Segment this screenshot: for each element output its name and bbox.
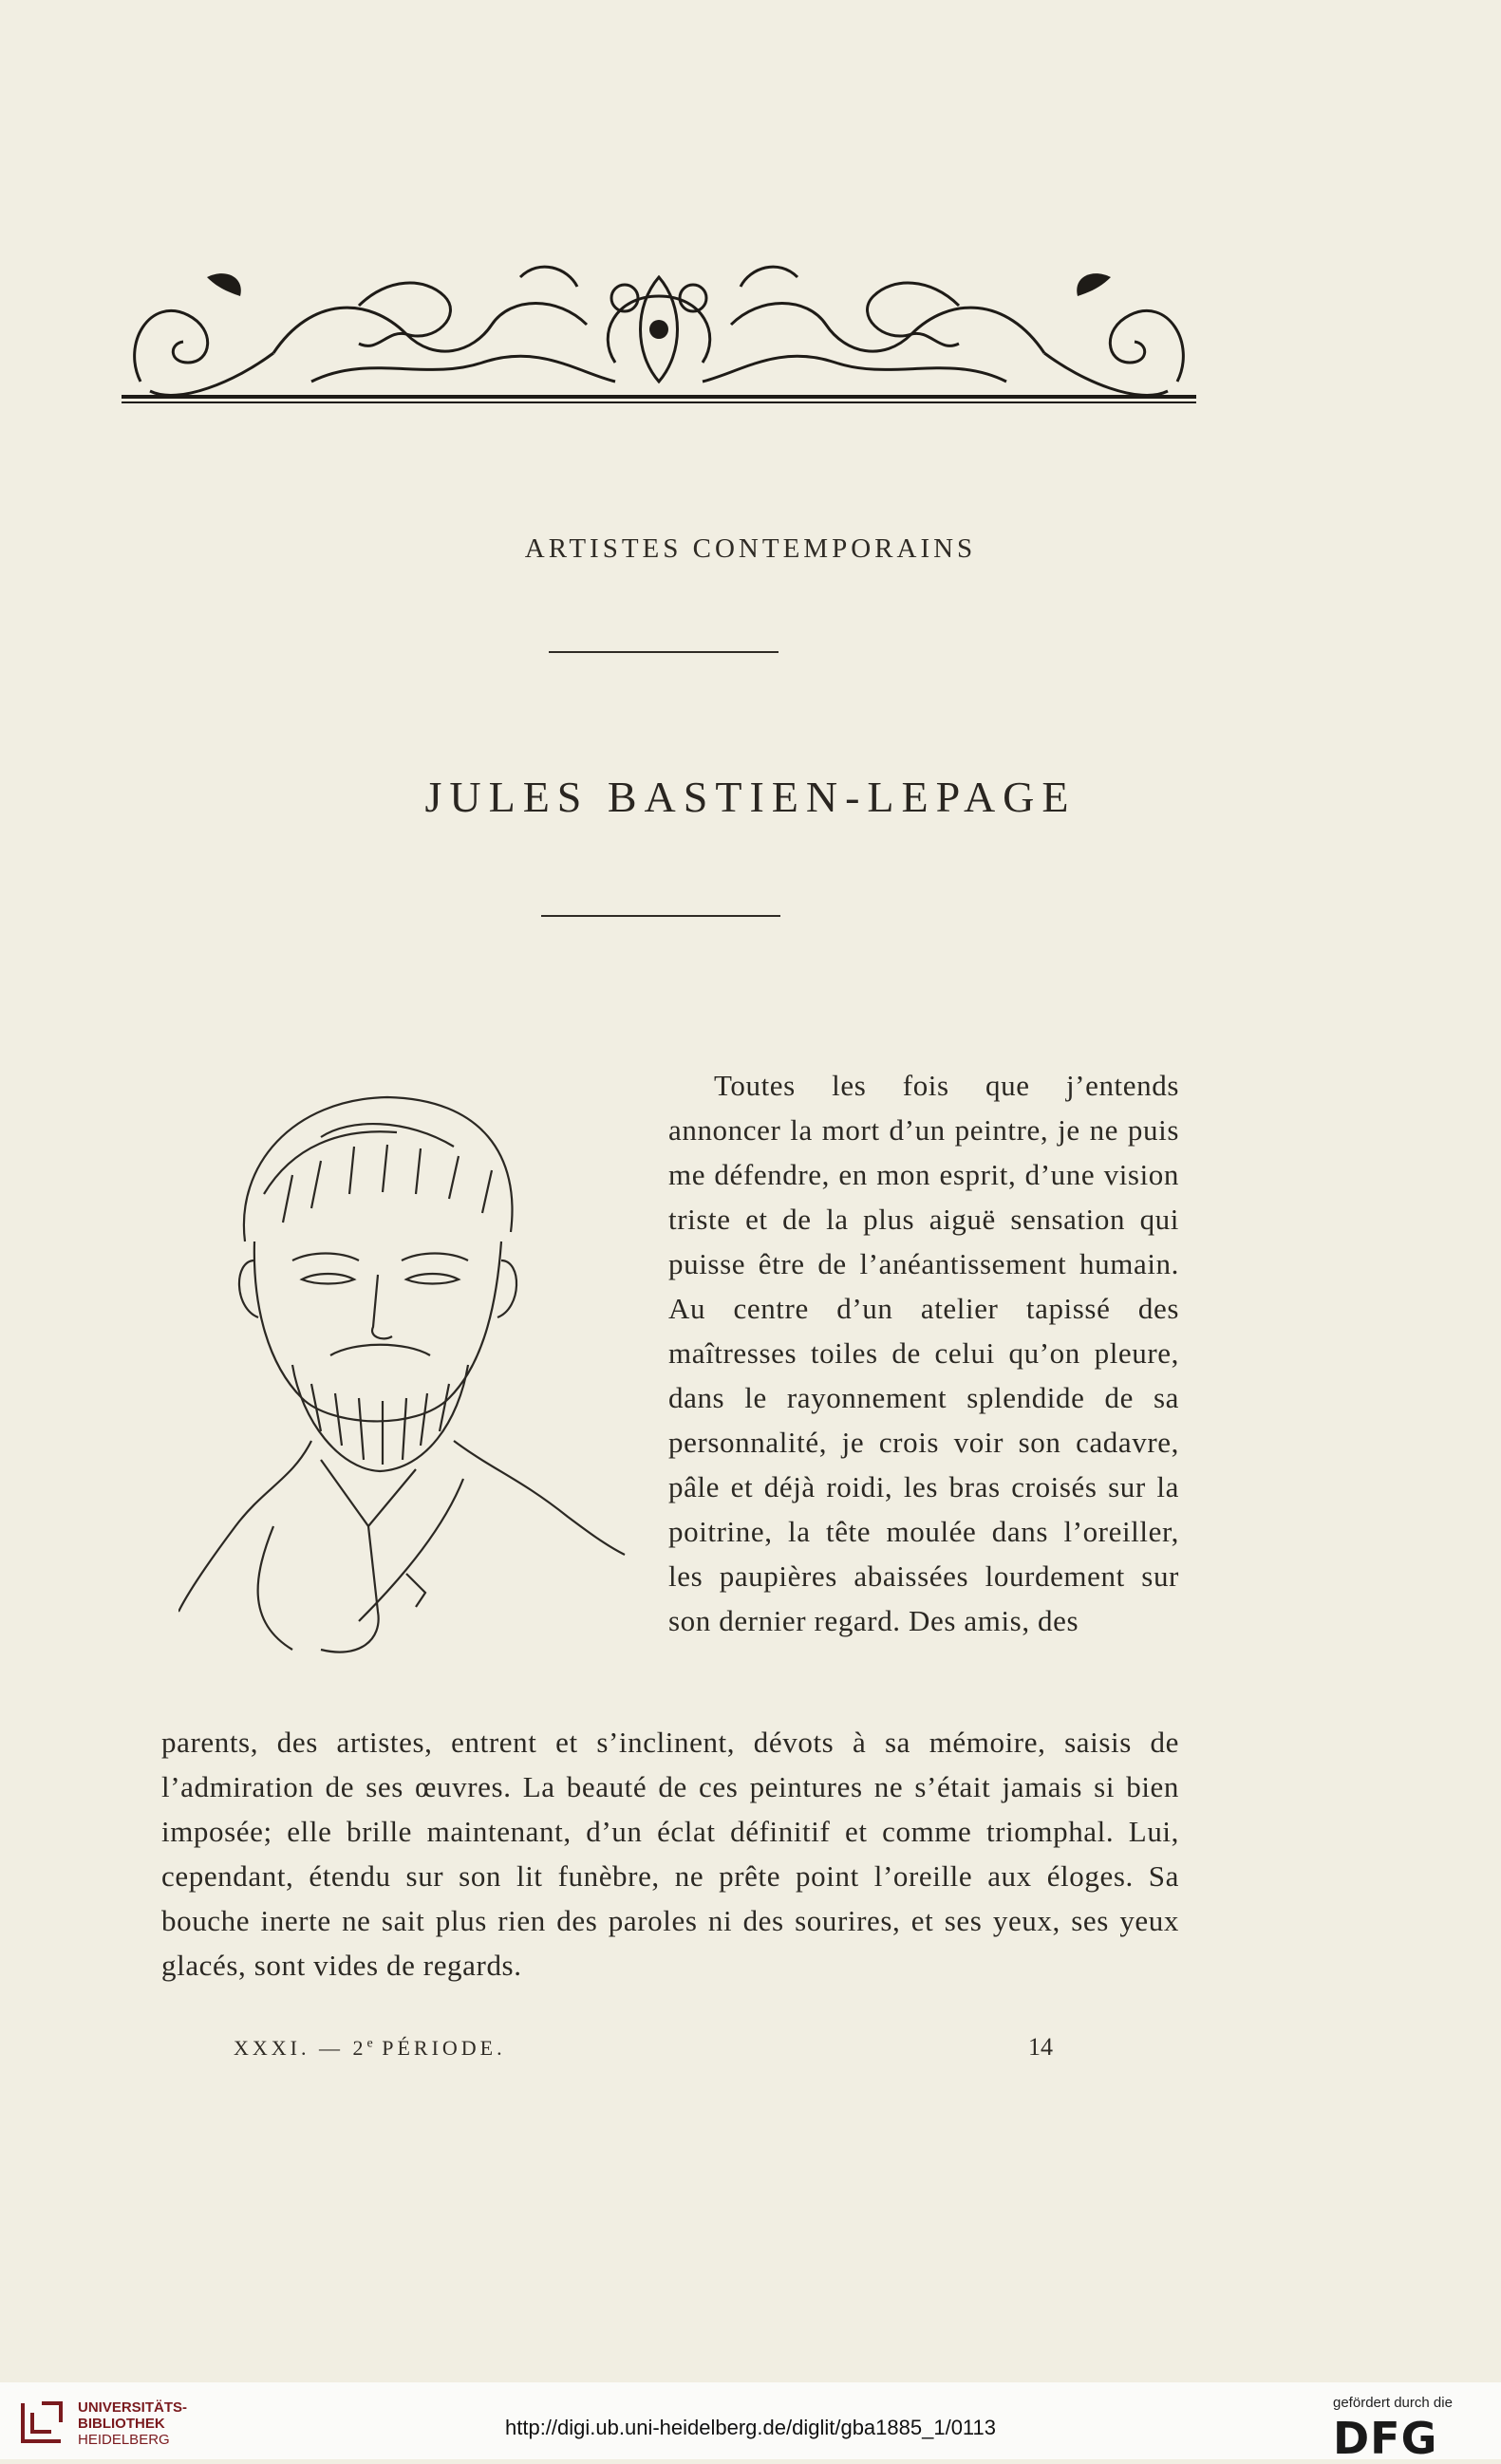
ornamental-header-band [122,239,1196,412]
section-title: ARTISTES CONTEMPORAINS [524,533,977,564]
library-name-line3: HEIDELBERG [78,2432,170,2448]
page-number: 14 [1028,2033,1053,2061]
divider-rule [541,915,780,917]
footer-signature-sup: e [366,2036,373,2051]
library-name-line1: UNIVERSITÄTS- [78,2399,188,2416]
funder-logo: DFG [1333,2413,1438,2464]
article-title: JULES BASTIEN-LEPAGE [424,773,1077,821]
body-paragraph-full: parents, des artistes, entrent et s’inclinent, dévots à sa mémoire, saisis de l’admiration de ses œuvres. La beauté de ces peintures ne s’était jamais si bien imposée; elle brille maintenant, d’un éclat définitif et comme triomphal. Lui, cependant, étendu sur son lit funèbre, ne prête point l’oreille aux éloges. Sa bouche inerte ne sait plus rien des paroles ni des sourires, et ses yeux, ses yeux glacés, sont vides de regards. [161,1726,1179,1982]
footer-signature [234,2036,506,2061]
source-url-link[interactable]: http://digi.ub.uni-heidelberg.de/diglit/gba1885_1/0113 [505,2416,996,2439]
funder-caption: gefördert durch die [1333,2395,1453,2411]
footer-signature-suffix: PÉRIODE. [372,2036,506,2060]
divider-rule [549,651,779,653]
portrait-illustration [178,1080,653,1697]
body-paragraph-wrapped: Toutes les fois que j’entends annoncer la mort d’un peintre, je ne puis me défendre, en mon esprit, d’une vision triste et de la plus aiguë sensation qui puisse être de l’anéantissement humain. Au centre d’un atelier tapissé des maîtresses toiles de celui qu’on pleure, dans le rayonnement splendide de sa personnalité, je crois voir son cadavre, pâle et déjà roidi, les bras croisés sur la poitrine, la tête moulée dans l’oreiller, les paupières abaissées lourdement sur son dernier regard. Des amis, des [668,1069,1179,1637]
footer-signature-prefix: XXXI. — 2 [234,2036,367,2060]
library-name-line2: BIBLIOTHEK [78,2416,165,2432]
